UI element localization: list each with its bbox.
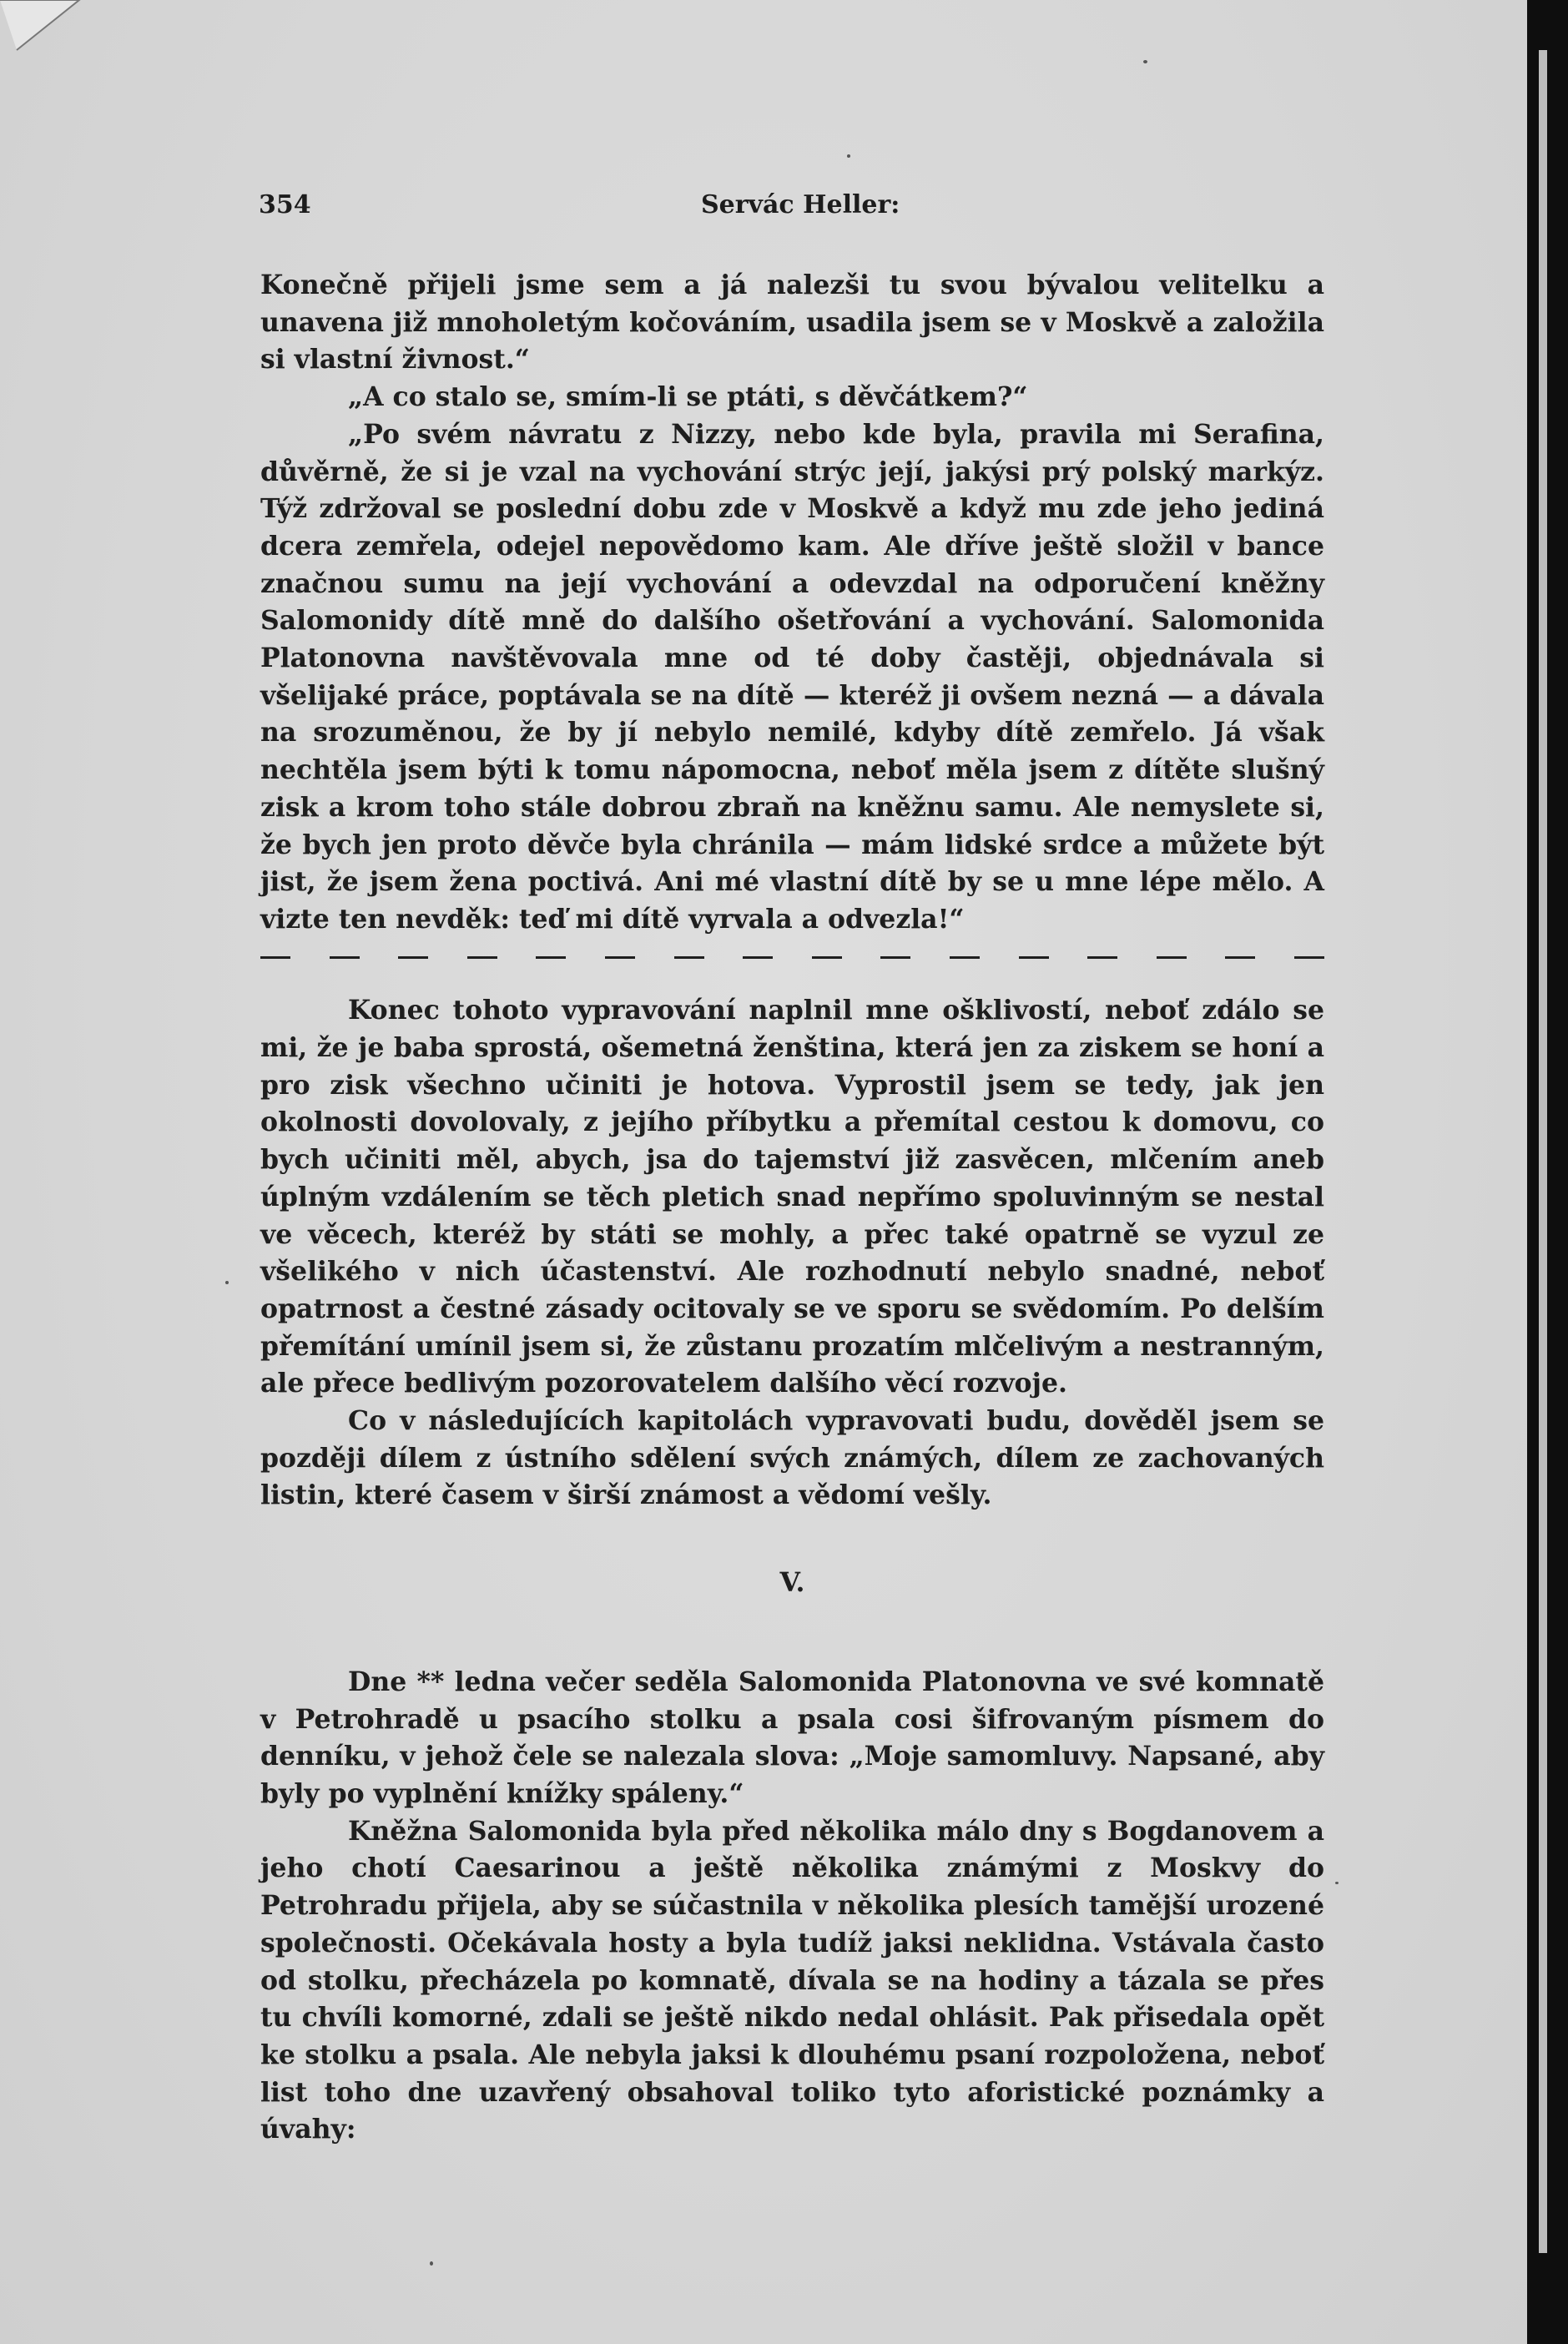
paragraph: Konec tohoto vypravování naplnil mne ošklivostí, neboť zdálo se mi, že je baba sprostá, ošemetná ženština, která jen za ziskem se honí a pro zisk všechno učiniti je hotova. Vyprostil jsem se tedy, jak jen okolnosti dovolovaly, z jejího příbytku a přemítal cestou k domovu, co bych učiniti měl, abych, jsa do tajemství již zasvěcen, mlčením aneb úplným vzdálením se těch pletich snad nepřímo spoluvinným se nestal ve věcech, kteréž by státi se mohly, a přec také opatrně se vyzul ze všelikého v nich účastenství. Ale rozhodnutí nebylo snadné, neboť opatrnost a čestné zásady ocitovaly se ve sporu se svědomím. Po delším přemítání umínil jsem si, že zůstanu prozatím mlčelivým a nestranným, ale přece bedlivým pozorovatelem dalšího věcí rozvoje. xyxy=(260,995,1324,1399)
paragraph: „Po svém návratu z Nizzy, nebo kde byla, pravila mi Serafina, důvěrně, že si je vzal na vychování strýc její, jakýsi prý polský markýz. Týž zdržoval se poslední dobu zde v Moskvě a když mu zde jeho jediná dcera zemřela, odejel nepovědomo kam. Ale dříve ještě složil v bance značnou sumu na její vychování a odevzdal na odporučení kněžny Salomonidy dítě mně do dalšího ošetřování a vychování. Salomonida Platonovna navštěvovala mne od té doby častěji, objednávala si všelijaké práce, poptávala se na dítě — kteréž ji ovšem nezná — a dávala na srozuměnou, že by jí nebylo nemilé, kdyby dítě zemřelo. Já však nechtěla jsem býti k tomu nápomocna, neboť měla jsem z dítěte slušný zisk a krom toho stále dobrou zbraň na kněžnu samu. Ale nemyslete si, že bych jen proto děvče byla chránila — mám lidské srdce a můžete být jist, že jsem žena poctivá. Ani mé vlastní dítě by se u mne lépe mělo. A vizte ten nevděk: teď mi dítě vyrvala a odvezla!“ xyxy=(260,418,1324,935)
page-edge-strip xyxy=(1539,50,1547,2253)
paragraph: Konečně přijeli jsme sem a já nalezši tu svou bývalou velitelku a unavena již mnoholetým kočováním, usadila jsem se v Moskvě a založila si vlastní živnost.“ xyxy=(260,270,1324,376)
paragraph: Kněžna Salomonida byla před několika málo dny s Bogdanovem a jeho chotí Caesarinou a ještě několika známými z Moskvy do Petrohradu přijela, aby se súčastnila v několika plesích tamější urozené společnosti. Očekávala hosty a byla tudíž jaksi neklidna. Vstávala často od stolku, přecházela po komnatě, dívala se na hodiny a tázala se přes tu chvíli komorné, zdali se ještě nikdo nedal ohlásit. Pak přisedala opět ke stolku a psala. Ale nebyla jaksi k dlouhému psaní rozpoložena, neboť list toho dne uzavřený obsahoval toliko tyto aforistické poznámky a úvahy: xyxy=(260,1815,1324,2145)
chapter-heading: V. xyxy=(779,1567,805,1599)
running-title: Servác Heller: xyxy=(701,190,900,219)
scan-border xyxy=(1527,0,1568,2344)
paper-speck xyxy=(1143,60,1147,63)
paragraph: Dne ** ledna večer seděla Salomonida Platonovna ve své komnatě v Petrohradě u psacího stolku a psala cosi šifrovaným písmem do denníku, v jehož čele se nalezala slova: „Moje samomluvy. Napsané, aby byly po vyplnění knížky spáleny.“ xyxy=(260,1666,1324,1809)
paper-speck xyxy=(225,1281,229,1284)
page-number: 354 xyxy=(259,190,311,219)
paper-speck xyxy=(1335,1882,1339,1884)
running-head xyxy=(259,190,1327,232)
paragraph: „A co stalo se, smím-li se ptáti, s děvčátkem?“ xyxy=(348,381,1028,413)
body-text xyxy=(260,267,1324,2149)
paper-speck xyxy=(847,154,850,158)
paragraph: Co v následujících kapitolách vypravovati budu, dověděl jsem se později dílem z ústního sdělení svých známých, dílem ze zachovaných listin, které časem v širší známost a vědomí vešly. xyxy=(260,1405,1324,1511)
page-corner-crease xyxy=(0,0,100,75)
section-separator-dashes xyxy=(260,939,1324,976)
paper-speck xyxy=(430,2261,433,2266)
